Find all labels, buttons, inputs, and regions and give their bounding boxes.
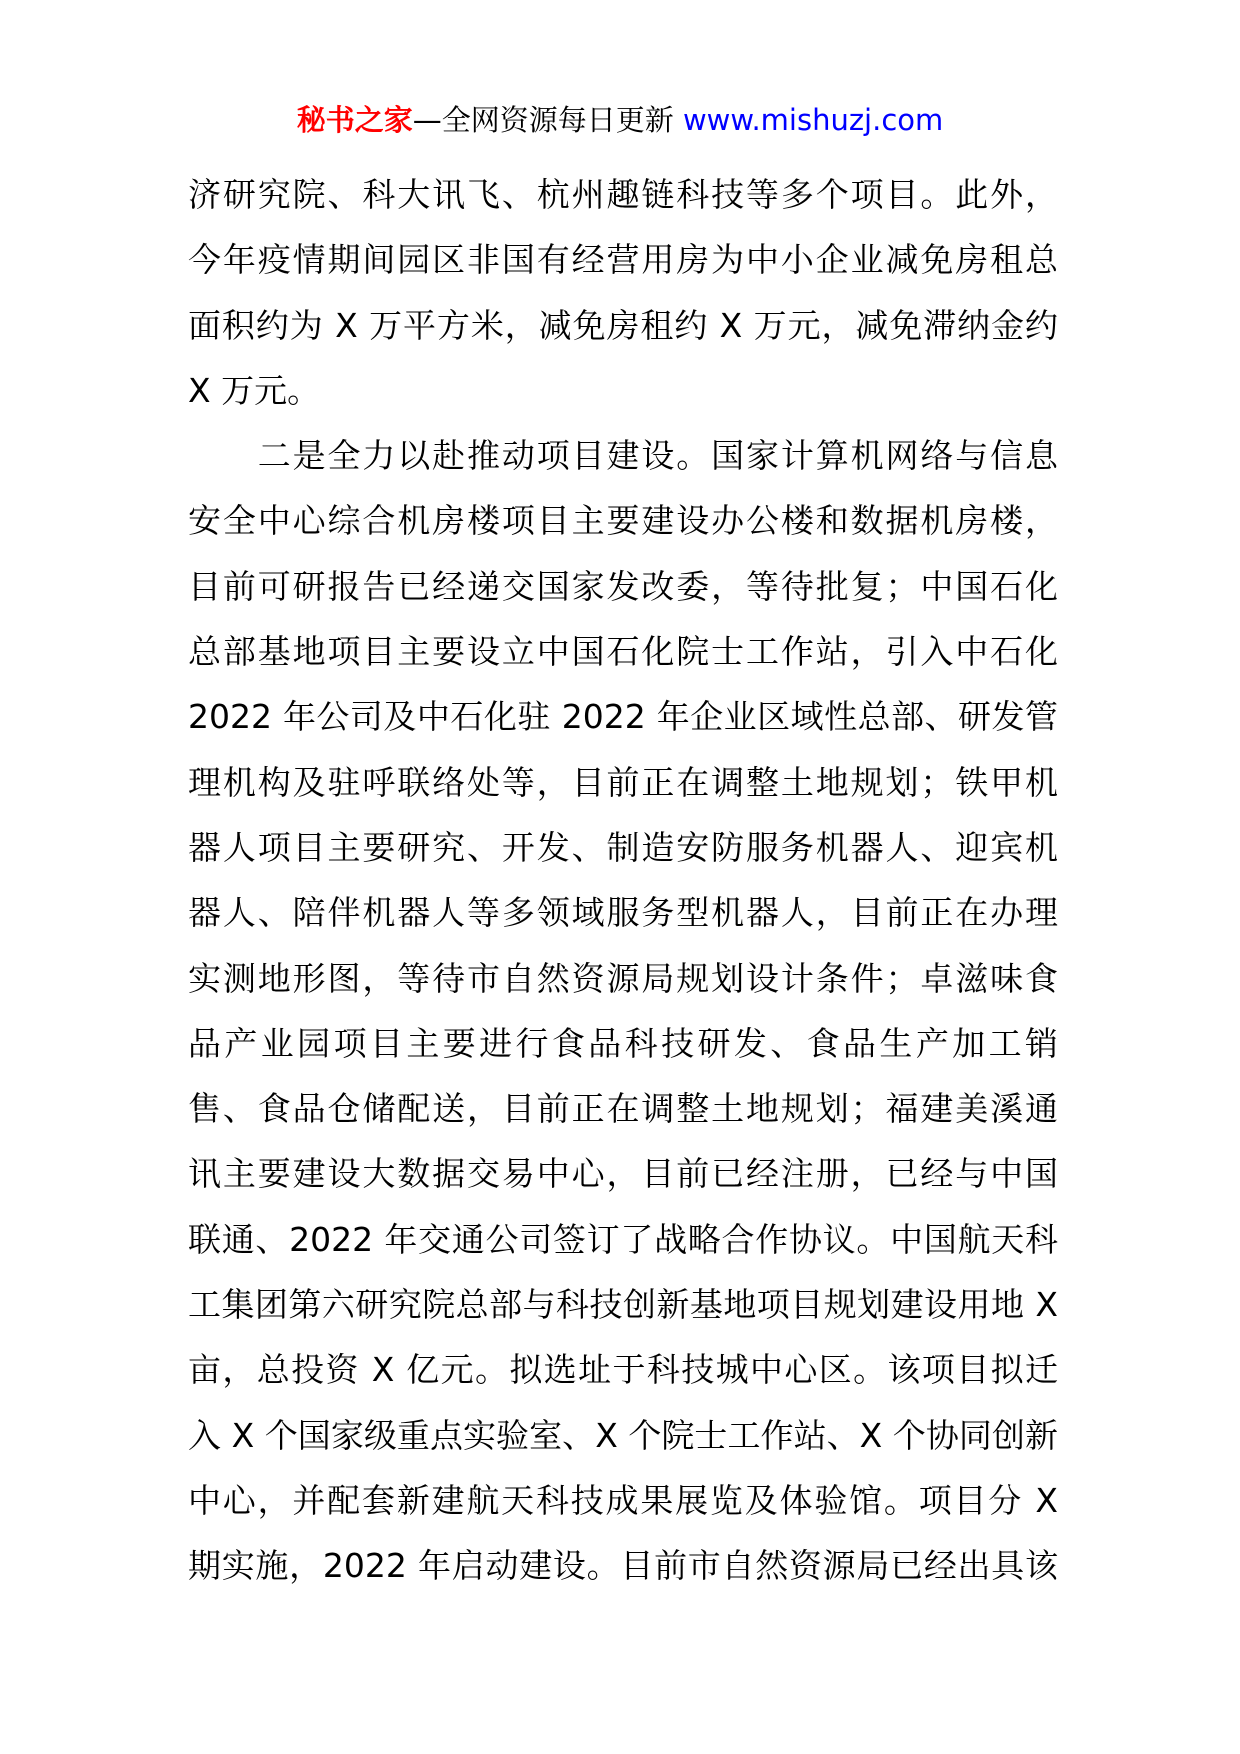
text-line: 售、食品仓储配送，目前正在调整土地规划；福建美溪通 (188, 1089, 1058, 1129)
text-line: 工集团第六研究院总部与科技创新基地项目规划建设用地 X (188, 1285, 1058, 1325)
header-slogan: —全网资源每日更新 (412, 103, 674, 137)
text-line: 理机构及驻呼联络处等，目前正在调整土地规划；铁甲机 (188, 762, 1058, 802)
text-line: 二是全力以赴推动项目建设。国家计算机网络与信息 (188, 436, 1058, 476)
document-body (188, 162, 1058, 1599)
text-line: 面积约为 X 万平方米，减免房租约 X 万元，减免滞纳金约 (188, 305, 1058, 345)
text-line: 器人、陪伴机器人等多领域服务型机器人，目前正在办理 (188, 893, 1058, 933)
text-line: 联通、2022 年交通公司签订了战略合作协议。中国航天科 (188, 1219, 1058, 1259)
text-line: X 万元。 (188, 370, 321, 410)
text-line: 入 X 个国家级重点实验室、X 个院士工作站、X 个协同创新 (188, 1415, 1058, 1455)
text-line: 实测地形图，等待市自然资源局规划设计条件；卓滋味食 (188, 958, 1058, 998)
text-line: 期实施，2022 年启动建设。目前市自然资源局已经出具该 (188, 1546, 1058, 1586)
text-line: 济研究院、科大讯飞、杭州趣链科技等多个项目。此外， (188, 175, 1058, 214)
text-line: 目前可研报告已经递交国家发改委，等待批复；中国石化 (188, 566, 1058, 606)
text-line: 品产业园项目主要进行食品科技研发、食品生产加工销 (188, 1023, 1058, 1063)
header-brand: 秘书之家 (296, 103, 413, 137)
page-header (0, 100, 1240, 140)
text-line: 中心，并配套新建航天科技成果展览及体验馆。项目分 X (188, 1480, 1058, 1520)
text-line: 讯主要建设大数据交易中心，目前已经注册，已经与中国 (188, 1154, 1058, 1194)
header-url[interactable]: www.mishuzj.com (682, 103, 944, 137)
text-line: 亩，总投资 X 亿元。拟选址于科技城中心区。该项目拟迁 (188, 1350, 1058, 1390)
text-line: 总部基地项目主要设立中国石化院士工作站，引入中石化 (188, 632, 1058, 672)
text-line: 今年疫情期间园区非国有经营用房为中小企业减免房租总 (188, 240, 1058, 280)
text-line: 器人项目主要研究、开发、制造安防服务机器人、迎宾机 (188, 827, 1058, 867)
text-line: 2022 年公司及中石化驻 2022 年企业区域性总部、研发管 (188, 697, 1058, 737)
text-line: 安全中心综合机房楼项目主要建设办公楼和数据机房楼， (188, 501, 1058, 541)
